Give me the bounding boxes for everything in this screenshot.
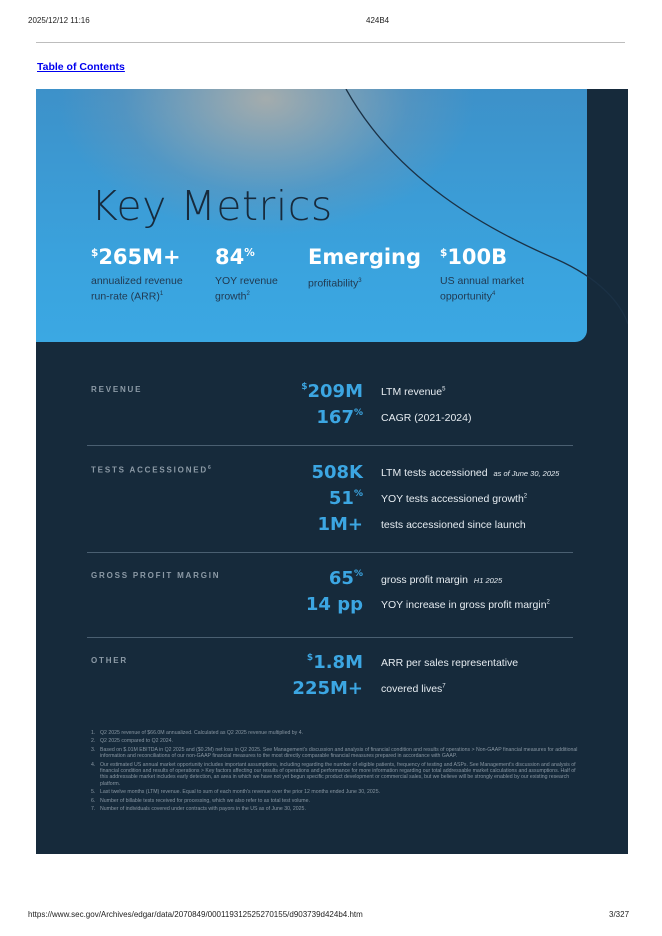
- metric-market-opportunity: [440, 245, 524, 304]
- header-divider: [36, 42, 625, 43]
- print-url: https://www.sec.gov/Archives/edgar/data/2070849/000119312525270155/d903739d424b4.htm: [28, 910, 363, 919]
- gpm-value: 65%: [328, 568, 363, 589]
- print-page-number: 3/327: [609, 910, 630, 919]
- footnote: 6. Number of billable tests received for processing, which we also refer to as total test volume.: [91, 797, 310, 804]
- gpm-desc: gross profit margin H1 2025: [381, 574, 503, 586]
- print-datetime: 2025/12/12 11:16: [28, 16, 90, 25]
- key-metrics-title: Key Metrics: [91, 182, 333, 230]
- revenue-ltm-desc: LTM revenue$^5$: [381, 386, 446, 398]
- metric-value: 100B: [447, 245, 508, 269]
- footnote: 5. Last twelve months (LTM) revenue. Equal to sum of each month's revenue over the prior 12 months ended June 30, 2025.: [91, 789, 381, 796]
- metric-desc: US annual market: [440, 275, 525, 287]
- footnote-ref: 1: [159, 291, 164, 297]
- covered-lives-value: 225M+: [292, 678, 363, 699]
- metric-desc: annualized revenue: [91, 275, 183, 287]
- gpm-increase-value: 14 pp: [305, 594, 363, 615]
- footnote: 7. Number of individuals covered under contracts with payors in the US as of June 30, 2025.: [91, 806, 306, 813]
- section-label-other: OTHER: [91, 656, 128, 665]
- metric-desc: run-rate (ARR): [91, 290, 160, 303]
- footnote-ref: 2: [246, 291, 250, 297]
- tests-total-value: 1M+: [317, 514, 363, 535]
- footnotes-list: [91, 730, 581, 814]
- metric-arr: [91, 245, 183, 304]
- arr-per-rep-desc: ARR per sales representative: [381, 657, 519, 669]
- tests-total-desc: tests accessioned since launch: [381, 519, 526, 531]
- metric-desc: YOY revenue: [215, 275, 278, 287]
- metric-desc: opportunity: [440, 290, 492, 303]
- section-label-gpm: GROSS PROFIT MARGIN: [91, 571, 221, 580]
- revenue-cagr-value: 167%: [316, 407, 363, 428]
- gpm-increase-desc: YOY increase in gross profit margin$^2$: [381, 599, 550, 611]
- revenue-cagr-desc: CAGR (2021-2024): [381, 412, 472, 424]
- footnote: 3. Based on $.01M EBITDA in Q2 2025 and ($0.2M) net loss in Q2 2025. See Management's discussion and analysis of financial condition and results of operations > Non-GAAP financial measures for additional information and reconciliations of our non-GAAP financial measures to the most directly comparable financial measures prepared in accordance with GAAP.: [91, 746, 578, 760]
- tests-ltm-value: 508K: [311, 462, 363, 483]
- metric-value: 265M+: [98, 245, 181, 269]
- section-label-tests: TESTS ACCESSIONED$^6$: [91, 465, 211, 475]
- metric-desc: growth: [215, 290, 247, 303]
- metric-value: 84: [215, 245, 245, 269]
- table-of-contents-link[interactable]: Table of Contents: [37, 61, 125, 73]
- footnote: 4. Our estimated US annual market opportunity includes important assumptions, including regarding the number of eligible patients, frequency of testing and ASPs. See Management's discussion and analysis of financial condition and results of operations > Key factors affecting our results of operations and performance for more information regarding our total addressable market calculations and assumptions. Half of this addressable market includes early detection, an area in which we have not yet begun specific product development or commercial sales, but we believe will be strongly enabled by our existing research platform.: [91, 761, 576, 787]
- section-label-revenue: REVENUE: [91, 385, 143, 394]
- section-divider: [87, 552, 573, 553]
- metric-suffix: %: [244, 246, 255, 259]
- metric-profitability: [308, 245, 421, 291]
- print-doc-title: 424B4: [366, 16, 390, 25]
- metric-prefix: $: [91, 246, 99, 259]
- revenue-ltm-value: $209M: [301, 381, 363, 402]
- footnote: 2. Q2 2025 compared to Q2 2024.: [91, 738, 173, 745]
- section-divider: [87, 637, 573, 638]
- metric-value: Emerging: [308, 245, 422, 269]
- metric-prefix: $: [440, 246, 448, 259]
- metric-desc: profitability: [308, 277, 359, 290]
- tests-ltm-desc: LTM tests accessioned as of June 30, 2025: [381, 467, 560, 479]
- footnote: 1. Q2 2025 revenue of $66.0M annualized. Calculated as Q2 2025 revenue multiplied by 4.: [91, 730, 304, 736]
- key-metrics-panel: [36, 89, 628, 854]
- section-divider: [87, 445, 573, 446]
- metric-revenue-growth: [215, 245, 278, 304]
- hero-banner: [36, 89, 587, 342]
- arr-per-rep-value: $1.8M: [306, 652, 363, 673]
- footnote-ref: 3: [358, 278, 362, 284]
- tests-growth-desc: YOY tests accessioned growth$^2$: [381, 493, 528, 505]
- footnote-ref: 4: [491, 291, 496, 297]
- tests-growth-value: 51%: [328, 488, 363, 509]
- covered-lives-desc: covered lives$^7$: [381, 683, 446, 695]
